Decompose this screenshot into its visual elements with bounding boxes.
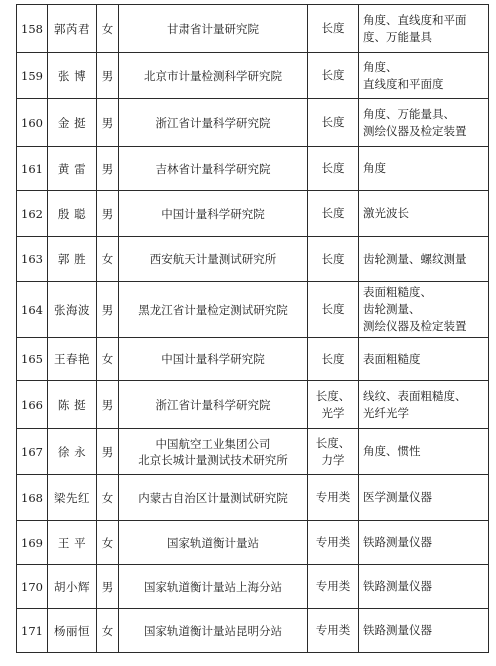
gender-cell: 男 (97, 282, 119, 338)
organization-cell (119, 147, 308, 191)
name-cell: 张海波 (48, 282, 97, 338)
organization-cell-line: 国家轨道衡计量站 (167, 535, 259, 550)
table-row (17, 237, 489, 282)
organization-cell (119, 5, 308, 53)
measurement-items-cell-line: 角度 (363, 161, 386, 175)
table-row (17, 338, 489, 381)
measurement-items-cell (359, 282, 489, 338)
specialty-cell-line: 长度 (321, 351, 345, 366)
name-cell: 梁先红 (48, 475, 97, 521)
measurement-items-cell (359, 147, 489, 191)
measurement-items-cell-line: 度、万能量具 (363, 29, 432, 44)
specialty-cell-line: 专用类 (315, 490, 351, 504)
gender-cell: 男 (97, 381, 119, 429)
name-cell: 金 挺 (48, 99, 97, 147)
organization-cell (119, 338, 308, 381)
measurement-items-cell (359, 381, 489, 429)
name-cell: 张 博 (48, 53, 97, 99)
gender-cell: 男 (97, 99, 119, 147)
table-row (17, 147, 489, 191)
gender-cell: 女 (97, 5, 119, 53)
specialty-cell (308, 475, 359, 521)
gender-cell: 男 (97, 191, 119, 237)
measurement-items-cell-line: 角度、直线度和平面 (363, 12, 467, 27)
organization-cell-line: 浙江省计量科学研究院 (155, 115, 271, 130)
serial-number-cell: 164 (17, 282, 48, 338)
measurement-items-cell (359, 521, 489, 565)
gender-cell: 男 (97, 429, 119, 475)
name-cell: 黄 雷 (48, 147, 97, 191)
gender-cell: 男 (97, 565, 119, 609)
measurement-items-cell (359, 53, 489, 99)
serial-number-cell: 166 (17, 381, 48, 429)
specialty-cell-line: 专用类 (315, 535, 351, 549)
measurement-items-cell-line: 齿轮测量、 (363, 302, 421, 316)
organization-cell-line: 浙江省计量科学研究院 (155, 397, 271, 412)
table-row (17, 475, 489, 521)
gender-cell: 女 (97, 609, 119, 653)
expert-roster-table (16, 4, 489, 653)
organization-cell (119, 237, 308, 282)
measurement-items-cell-line: 测绘仪器及检定装置 (363, 123, 467, 138)
serial-number-cell: 167 (17, 429, 48, 475)
organization-cell-line: 中国计量科学研究院 (161, 352, 265, 366)
measurement-items-cell-line: 表面粗糙度、 (363, 285, 432, 299)
specialty-cell-line: 专用类 (315, 579, 351, 593)
name-cell: 郭芮君 (48, 5, 97, 53)
specialty-cell-line: 长度 (321, 206, 345, 220)
name-cell: 郭 胜 (48, 237, 97, 282)
organization-cell (119, 282, 308, 338)
name-cell: 徐 永 (48, 429, 97, 475)
measurement-items-cell (359, 237, 489, 282)
table-row (17, 381, 489, 429)
gender-cell: 男 (97, 53, 119, 99)
measurement-items-cell-line: 铁路测量仪器 (363, 623, 432, 637)
table-row (17, 282, 489, 338)
specialty-cell (308, 191, 359, 237)
serial-number-cell: 161 (17, 147, 48, 191)
specialty-cell (308, 521, 359, 565)
gender-cell: 女 (97, 338, 119, 381)
table-row (17, 565, 489, 609)
organization-cell (119, 609, 308, 653)
name-cell: 王春艳 (48, 338, 97, 381)
specialty-cell (308, 53, 359, 99)
specialty-cell-line: 长度 (321, 115, 345, 129)
organization-cell (119, 53, 308, 99)
serial-number-cell: 158 (17, 5, 48, 53)
measurement-items-cell-line: 铁路测量仪器 (363, 579, 432, 593)
measurement-items-cell-line: 角度、万能量具、 (363, 106, 455, 121)
organization-cell (119, 381, 308, 429)
specialty-cell (308, 565, 359, 609)
serial-number-cell: 171 (17, 609, 48, 653)
serial-number-cell: 159 (17, 53, 48, 99)
organization-cell-line: 甘肃省计量研究院 (167, 21, 259, 36)
organization-cell (119, 565, 308, 609)
organization-cell (119, 429, 308, 475)
measurement-items-cell-line: 齿轮测量、螺纹测量 (363, 251, 467, 266)
table-row (17, 521, 489, 565)
table-row (17, 53, 489, 99)
table-row (17, 99, 489, 147)
measurement-items-cell-line: 表面粗糙度 (363, 351, 421, 366)
specialty-cell-line: 长度、 (315, 435, 351, 450)
serial-number-cell: 160 (17, 99, 48, 147)
measurement-items-cell (359, 338, 489, 381)
specialty-cell-line: 长度 (321, 161, 345, 175)
organization-cell-line: 北京长城计量测试技术研究所 (138, 452, 288, 467)
organization-cell-line: 内蒙古自治区计量测试研究院 (138, 490, 288, 505)
serial-number-cell: 165 (17, 338, 48, 381)
specialty-cell-line: 长度、 (315, 388, 351, 403)
table-row (17, 609, 489, 653)
organization-cell (119, 99, 308, 147)
table-row (17, 191, 489, 237)
organization-cell (119, 521, 308, 565)
specialty-cell-line: 长度 (321, 68, 345, 82)
specialty-cell (308, 99, 359, 147)
measurement-items-cell (359, 191, 489, 237)
organization-cell-line: 国家轨道衡计量站昆明分站 (144, 623, 282, 638)
specialty-cell (308, 429, 359, 475)
name-cell: 胡小辉 (48, 565, 97, 609)
measurement-items-cell-line: 铁路测量仪器 (363, 535, 432, 549)
organization-cell-line: 黑龙江省计量检定测试研究院 (138, 302, 288, 317)
specialty-cell-line: 光学 (321, 405, 345, 420)
name-cell: 杨丽恒 (48, 609, 97, 653)
measurement-items-cell (359, 429, 489, 475)
measurement-items-cell-line: 角度、 (363, 59, 398, 74)
measurement-items-cell (359, 99, 489, 147)
measurement-items-cell (359, 5, 489, 53)
table-row (17, 5, 489, 53)
name-cell: 殷 聪 (48, 191, 97, 237)
specialty-cell (308, 609, 359, 653)
specialty-cell-line: 长度 (321, 302, 345, 316)
measurement-items-cell-line: 光纤光学 (363, 405, 409, 420)
serial-number-cell: 162 (17, 191, 48, 237)
organization-cell-line: 西安航天计量测试研究所 (149, 252, 277, 266)
specialty-cell (308, 338, 359, 381)
measurement-items-cell-line: 线纹、表面粗糙度、 (363, 388, 467, 403)
organization-cell (119, 191, 308, 237)
specialty-cell-line: 专用类 (315, 623, 351, 637)
gender-cell: 女 (97, 237, 119, 282)
specialty-cell (308, 147, 359, 191)
serial-number-cell: 169 (17, 521, 48, 565)
organization-cell-line: 吉林省计量科学研究院 (155, 161, 271, 176)
table-row (17, 429, 489, 475)
organization-cell-line: 国家轨道衡计量站上海分站 (144, 579, 282, 594)
name-cell: 王 平 (48, 521, 97, 565)
specialty-cell (308, 237, 359, 282)
organization-cell-line: 北京市计量检测科学研究院 (144, 68, 282, 83)
measurement-items-cell (359, 609, 489, 653)
table-body (17, 5, 489, 653)
measurement-items-cell-line: 激光波长 (363, 206, 409, 220)
serial-number-cell: 170 (17, 565, 48, 609)
organization-cell-line: 中国计量科学研究院 (161, 206, 265, 221)
measurement-items-cell-line: 角度、惯性 (363, 444, 421, 458)
specialty-cell (308, 381, 359, 429)
gender-cell: 女 (97, 521, 119, 565)
specialty-cell-line: 长度 (321, 251, 345, 266)
specialty-cell-line: 力学 (321, 452, 345, 467)
measurement-items-cell (359, 475, 489, 521)
serial-number-cell: 168 (17, 475, 48, 521)
serial-number-cell: 163 (17, 237, 48, 282)
organization-cell-line: 中国航空工业集团公司 (155, 436, 271, 451)
measurement-items-cell (359, 565, 489, 609)
organization-cell (119, 475, 308, 521)
measurement-items-cell-line: 医学测量仪器 (363, 490, 432, 504)
specialty-cell (308, 282, 359, 338)
gender-cell: 女 (97, 475, 119, 521)
specialty-cell (308, 5, 359, 53)
measurement-items-cell-line: 测绘仪器及检定装置 (363, 319, 467, 333)
measurement-items-cell-line: 直线度和平面度 (363, 76, 444, 91)
gender-cell: 男 (97, 147, 119, 191)
specialty-cell-line: 长度 (321, 21, 345, 35)
name-cell: 陈 挺 (48, 381, 97, 429)
